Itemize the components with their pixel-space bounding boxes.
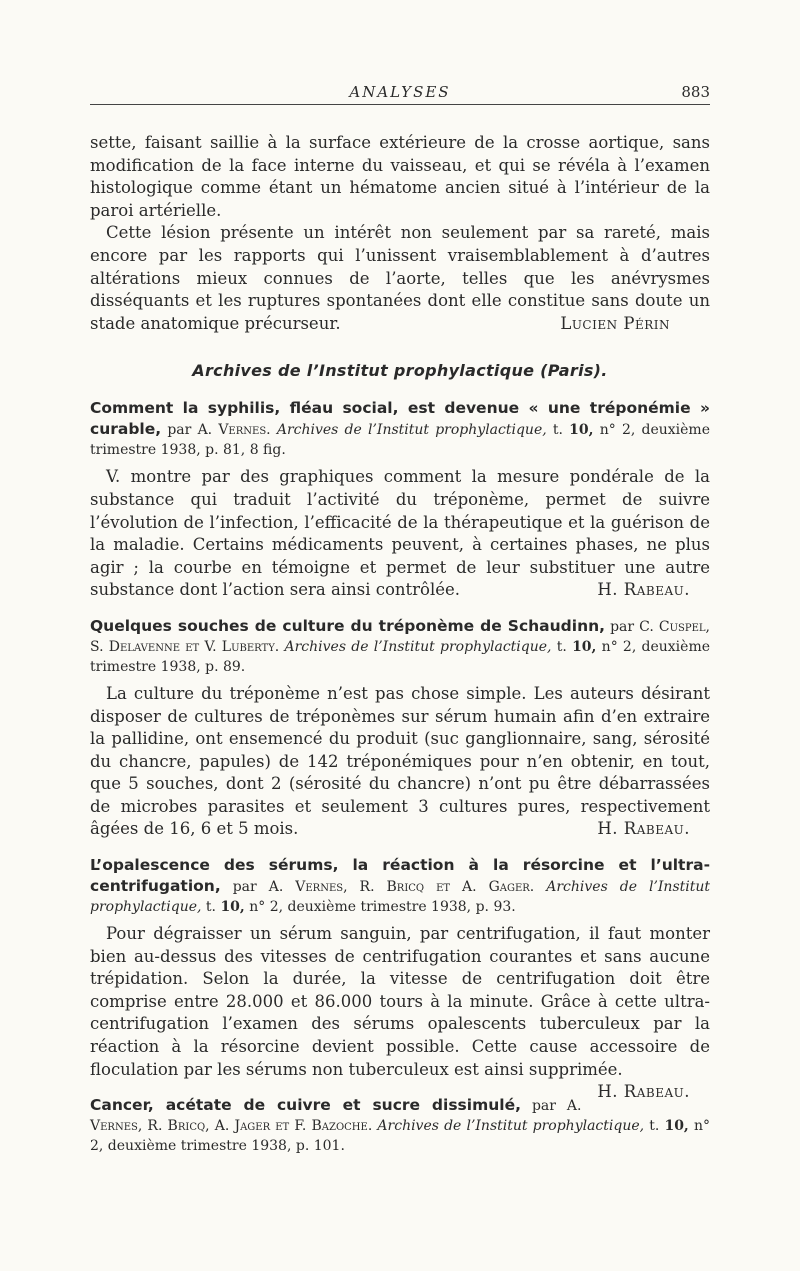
- running-header: [90, 80, 710, 105]
- entry-body-text: V. montre par des graphiques comment la mesure pondérale de la substance qui traduit l’activité du tréponème, permet de suivre l’évolution de l’infection, l’efficacité de la thérapeutique et la guérison de la maladie. Certains médicaments peuvent, à certaines phases, ne plus agir ; la courbe en témoigne et permet de leur substituer une autre substance dont l’action sera ainsi contrôlée.: [90, 467, 710, 600]
- continued-paragraph-2: [90, 222, 710, 335]
- entry-citation: n° 2, deuxième trimestre 1938, p. 93.: [249, 899, 516, 916]
- entry-volume: 10,: [664, 1118, 689, 1135]
- entry-by: par: [531, 1098, 556, 1115]
- header-title: ANALYSES: [349, 83, 451, 101]
- entry-title: Quelques souches de culture du tréponème de Schaudinn,: [90, 616, 606, 635]
- entry-journal: Archives de l’Institut prophylactique,: [276, 422, 547, 439]
- entry-journal: Archives de l’Institut prophylactique,: [284, 638, 552, 655]
- entry-citation: n° 2, deuxième trimestre 1938, p. 81, 8 fig.: [90, 422, 710, 459]
- entry-by: par: [610, 618, 635, 635]
- entry-signature: H. Rabeau.: [597, 580, 690, 600]
- entry-journal: Archives de l’Institut prophylactique,: [90, 879, 711, 916]
- paragraph-text: Cette lésion présente un intérêt non seulement par sa rareté, mais encore par les rapports qui l’unissent vraisemblablement à d’autres altérations mieux connues de l’aorte, telles que les anévrysmes disséquants et les ruptures spontanées dont elle constitue sans doute un stade anatomique précurseur.: [90, 223, 710, 333]
- continued-paragraph: sette, faisant saillie à la surface extérieure de la crosse aortique, sans modification de la face interne du vaisseau, et qui se révéla à l’examen histologique comme étant un hématome ancien situé à l’intérieur de la paroi artérielle.: [90, 133, 710, 220]
- entry-signature: H. Rabeau.: [597, 1082, 690, 1102]
- entry-citation: n° 2, deuxième trimestre 1938, p. 101.: [90, 1118, 710, 1155]
- entry-authors: A. Vernes, R. Bricq, A. Jager et F. Bazoche.: [90, 1098, 582, 1135]
- entry-authors: A. Vernes.: [197, 422, 271, 439]
- entry-body-text: La culture du tréponème n’est pas chose simple. Les auteurs désirant disposer de cultures de tréponèmes sur sérum humain afin d’en extraire la pallidine, ont ensemencé du produit (suc ganglionnaire, sang, sérosité du chancre, papules) de 142 tréponémiques pour n’en obtenir, en tout, que 5 souches, dont 2 (sérosité du chancre) n’ont pu être débarrassées de microbes parasites et seulement 3 cultures pures, respectivement âgées de 16, 6 et 5 mois.: [90, 683, 710, 839]
- entry-body: [90, 923, 710, 1102]
- entry-authors: C. Cuspel, S. Delavenne et V. Luberty.: [90, 618, 710, 655]
- entry-by: par: [232, 879, 257, 896]
- abstract-entry: [90, 855, 711, 1102]
- entry-vol-label: t.: [649, 1118, 660, 1135]
- page-content: [90, 132, 710, 1156]
- entry-heading: [90, 1095, 710, 1156]
- entry-vol-label: t.: [205, 899, 216, 916]
- entry-heading: [90, 398, 710, 460]
- entry-title: Comment la syphilis, fléau social, est devenue « une tréponémie » curable,: [90, 399, 710, 439]
- entry-citation: n° 2, deuxième trimestre 1938, p. 89.: [90, 638, 711, 675]
- entry-title: L’opalescence des sérums, la réaction à la résorcine et l’ultra-centrifugation,: [90, 856, 710, 896]
- entry-volume: 10,: [572, 638, 597, 655]
- entry-authors: A. Vernes, R. Bricq et A. Gager.: [268, 879, 535, 896]
- entry-heading: [90, 855, 710, 917]
- abstract-entry: [90, 398, 710, 602]
- entry-body: [90, 466, 710, 602]
- entry-journal: Archives de l’Institut prophylactique,: [377, 1118, 645, 1135]
- entry-by: par: [167, 422, 192, 439]
- entry-vol-label: t.: [556, 638, 567, 655]
- entry-body: [90, 683, 710, 841]
- entry-heading: [90, 616, 710, 677]
- abstract-entry: [90, 616, 710, 841]
- entry-signature: H. Rabeau.: [597, 819, 690, 839]
- abstract-entry: [90, 1095, 710, 1156]
- page-number: 883: [681, 83, 710, 101]
- entry-volume: 10,: [220, 899, 245, 916]
- entry-volume: 10,: [569, 422, 594, 439]
- section-title: Archives de l’Institut prophylactique (Paris).: [192, 361, 608, 381]
- signature: Lucien Périn: [560, 313, 670, 333]
- entry-body-text: Pour dégraisser un sérum sanguin, par centrifugation, il faut monter bien au-dessus des vitesses de centrifugation courantes et sans aucune trépidation. Selon la durée, la vitesse de centrifugation doit être comprise entre 28.000 et 86.000 tours à la minute. Grâce à cette ultra-centrifugation l’examen des sérums opalescents tuberculeux par la réaction à la résorcine devient possible. Cette cause accessoire de floculation par les sérums non tuberculeux est ainsi supprimée.: [90, 924, 710, 1079]
- entry-title: Cancer, acétate de cuivre et sucre dissimulé,: [90, 1096, 521, 1115]
- entry-vol-label: t.: [552, 422, 563, 439]
